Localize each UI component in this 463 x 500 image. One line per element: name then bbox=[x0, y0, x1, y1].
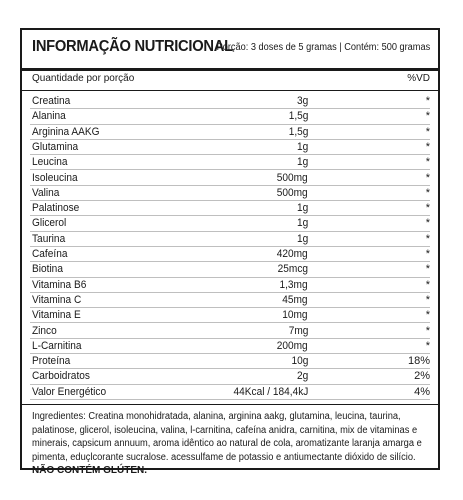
nutrient-row bbox=[22, 201, 438, 216]
nutrient-vd: 4% bbox=[414, 385, 430, 398]
nutrient-row bbox=[22, 232, 438, 247]
nutrient-amount: 1g bbox=[296, 217, 308, 230]
nutrient-vd: * bbox=[425, 140, 430, 153]
nutrient-amount: 44Kcal / 184,4kJ bbox=[233, 385, 308, 398]
nutrition-label bbox=[20, 28, 440, 476]
nutrient-row bbox=[22, 369, 438, 384]
nutrient-vd: * bbox=[425, 232, 430, 245]
nutrient-amount: 500mg bbox=[277, 171, 308, 184]
nutrient-vd: * bbox=[425, 293, 430, 306]
label-title: INFORMAÇÃO NUTRICIONAL bbox=[32, 38, 233, 55]
nutrient-row bbox=[22, 125, 438, 140]
nutrient-vd: * bbox=[425, 217, 430, 230]
nutrient-name: Alanina bbox=[32, 110, 66, 123]
nutrient-name: Creatina bbox=[32, 95, 71, 107]
nutrient-vd: * bbox=[425, 125, 430, 138]
nutrient-row bbox=[22, 247, 438, 262]
nutrient-row bbox=[22, 293, 438, 308]
nutrient-row bbox=[22, 171, 438, 186]
ingredients-text: Ingredientes: Creatina monohidratada, alanina, arginina aakg, glutamina, leucina, taurina, palatinose, glicerol, isoleucina, valina, l-carnitina, cafeína anidra, carnitina, mix de vitaminas e minerais, capsicum annuum, aroma idêntico ao natural de cola, aromatizante laranja amarga e pimenta, eduçlcorante sucralose. acessulfame de potassio e antiumectante dióxido de silício. bbox=[32, 411, 422, 463]
nutrient-amount: 200mg bbox=[277, 339, 308, 352]
nutrient-vd: * bbox=[425, 171, 430, 184]
nutrient-amount: 7mg bbox=[288, 324, 308, 337]
nutrient-amount: 1,3mg bbox=[279, 278, 308, 291]
nutrient-vd: * bbox=[425, 202, 430, 215]
nutrient-vd: * bbox=[425, 186, 430, 199]
nutrient-amount: 2g bbox=[296, 370, 308, 383]
nutrient-vd: * bbox=[425, 339, 430, 352]
nutrient-row bbox=[22, 109, 438, 124]
nutrient-row bbox=[22, 94, 438, 109]
nutrient-vd: * bbox=[425, 110, 430, 123]
nutrient-name: Vitamina B6 bbox=[32, 278, 87, 291]
nutrient-amount: 1g bbox=[296, 156, 308, 169]
nutrient-name: Leucina bbox=[32, 156, 68, 169]
nutrient-amount: 1,5g bbox=[288, 125, 308, 138]
nutrient-amount: 45mg bbox=[282, 293, 308, 306]
nutrient-name: Palatinose bbox=[32, 202, 80, 215]
nutrient-name: Arginina AAKG bbox=[32, 125, 100, 138]
nutrient-name: Valina bbox=[32, 186, 60, 199]
nutrient-amount: 500mg bbox=[277, 186, 308, 199]
nutrient-name: Vitamina C bbox=[32, 293, 82, 306]
nutrient-name: Cafeína bbox=[32, 248, 68, 260]
nutrient-row bbox=[22, 262, 438, 277]
nutrient-row bbox=[22, 140, 438, 155]
nutrient-amount: 3g bbox=[296, 95, 308, 107]
nutrient-amount: 1g bbox=[296, 140, 308, 153]
nutrient-row bbox=[22, 186, 438, 201]
nutrient-name: Proteína bbox=[32, 355, 71, 368]
nutrient-name: Carboidratos bbox=[32, 370, 90, 383]
nutrient-row bbox=[22, 354, 438, 369]
column-vd-label: %VD bbox=[407, 73, 430, 84]
nutrient-vd: * bbox=[425, 309, 430, 322]
nutrient-amount: 25mcg bbox=[277, 263, 308, 276]
ingredients-section bbox=[32, 410, 430, 478]
nutrient-amount: 10g bbox=[291, 355, 308, 368]
nutrient-row bbox=[22, 216, 438, 231]
nutrient-vd: * bbox=[425, 248, 430, 260]
nutrient-name: Taurina bbox=[32, 232, 66, 245]
nutrient-row bbox=[22, 324, 438, 339]
nutrient-name: Biotina bbox=[32, 263, 63, 276]
nutrient-name: Isoleucina bbox=[32, 171, 78, 184]
nutrient-vd: * bbox=[425, 95, 430, 107]
nutrient-name: L-Carnitina bbox=[32, 339, 82, 352]
column-quantity-label: Quantidade por porção bbox=[32, 73, 135, 84]
nutrient-amount: 1,5g bbox=[288, 110, 308, 123]
label-header bbox=[22, 30, 438, 71]
nutrient-name: Valor Energético bbox=[32, 385, 107, 398]
nutrient-row bbox=[22, 385, 438, 400]
column-header bbox=[22, 68, 438, 91]
nutrient-row bbox=[22, 339, 438, 354]
nutrient-name: Vitamina E bbox=[32, 309, 81, 322]
gluten-notice: NÃO CONTÉM GLÚTEN. bbox=[32, 465, 147, 476]
nutrient-vd: 2% bbox=[414, 370, 430, 383]
nutrient-name: Glutamina bbox=[32, 140, 79, 153]
nutrient-vd: * bbox=[425, 278, 430, 291]
nutrient-amount: 420mg bbox=[277, 248, 308, 260]
nutrient-amount: 1g bbox=[296, 232, 308, 245]
nutrient-row bbox=[22, 155, 438, 170]
nutrient-row bbox=[22, 308, 438, 323]
nutrient-name: Zinco bbox=[32, 324, 57, 337]
row-separator bbox=[30, 399, 430, 400]
nutrient-vd: * bbox=[425, 156, 430, 169]
nutrient-name: Glicerol bbox=[32, 217, 67, 230]
nutrient-vd: 18% bbox=[407, 355, 430, 368]
ingredients-divider bbox=[22, 404, 438, 405]
nutrient-amount: 1g bbox=[296, 202, 308, 215]
portion-info: Porção: 3 doses de 5 gramas | Contém: 500 gramas bbox=[216, 42, 430, 53]
nutrient-row bbox=[22, 278, 438, 293]
nutrient-vd: * bbox=[425, 263, 430, 276]
nutrient-amount: 10mg bbox=[282, 309, 308, 322]
nutrient-vd: * bbox=[425, 324, 430, 337]
